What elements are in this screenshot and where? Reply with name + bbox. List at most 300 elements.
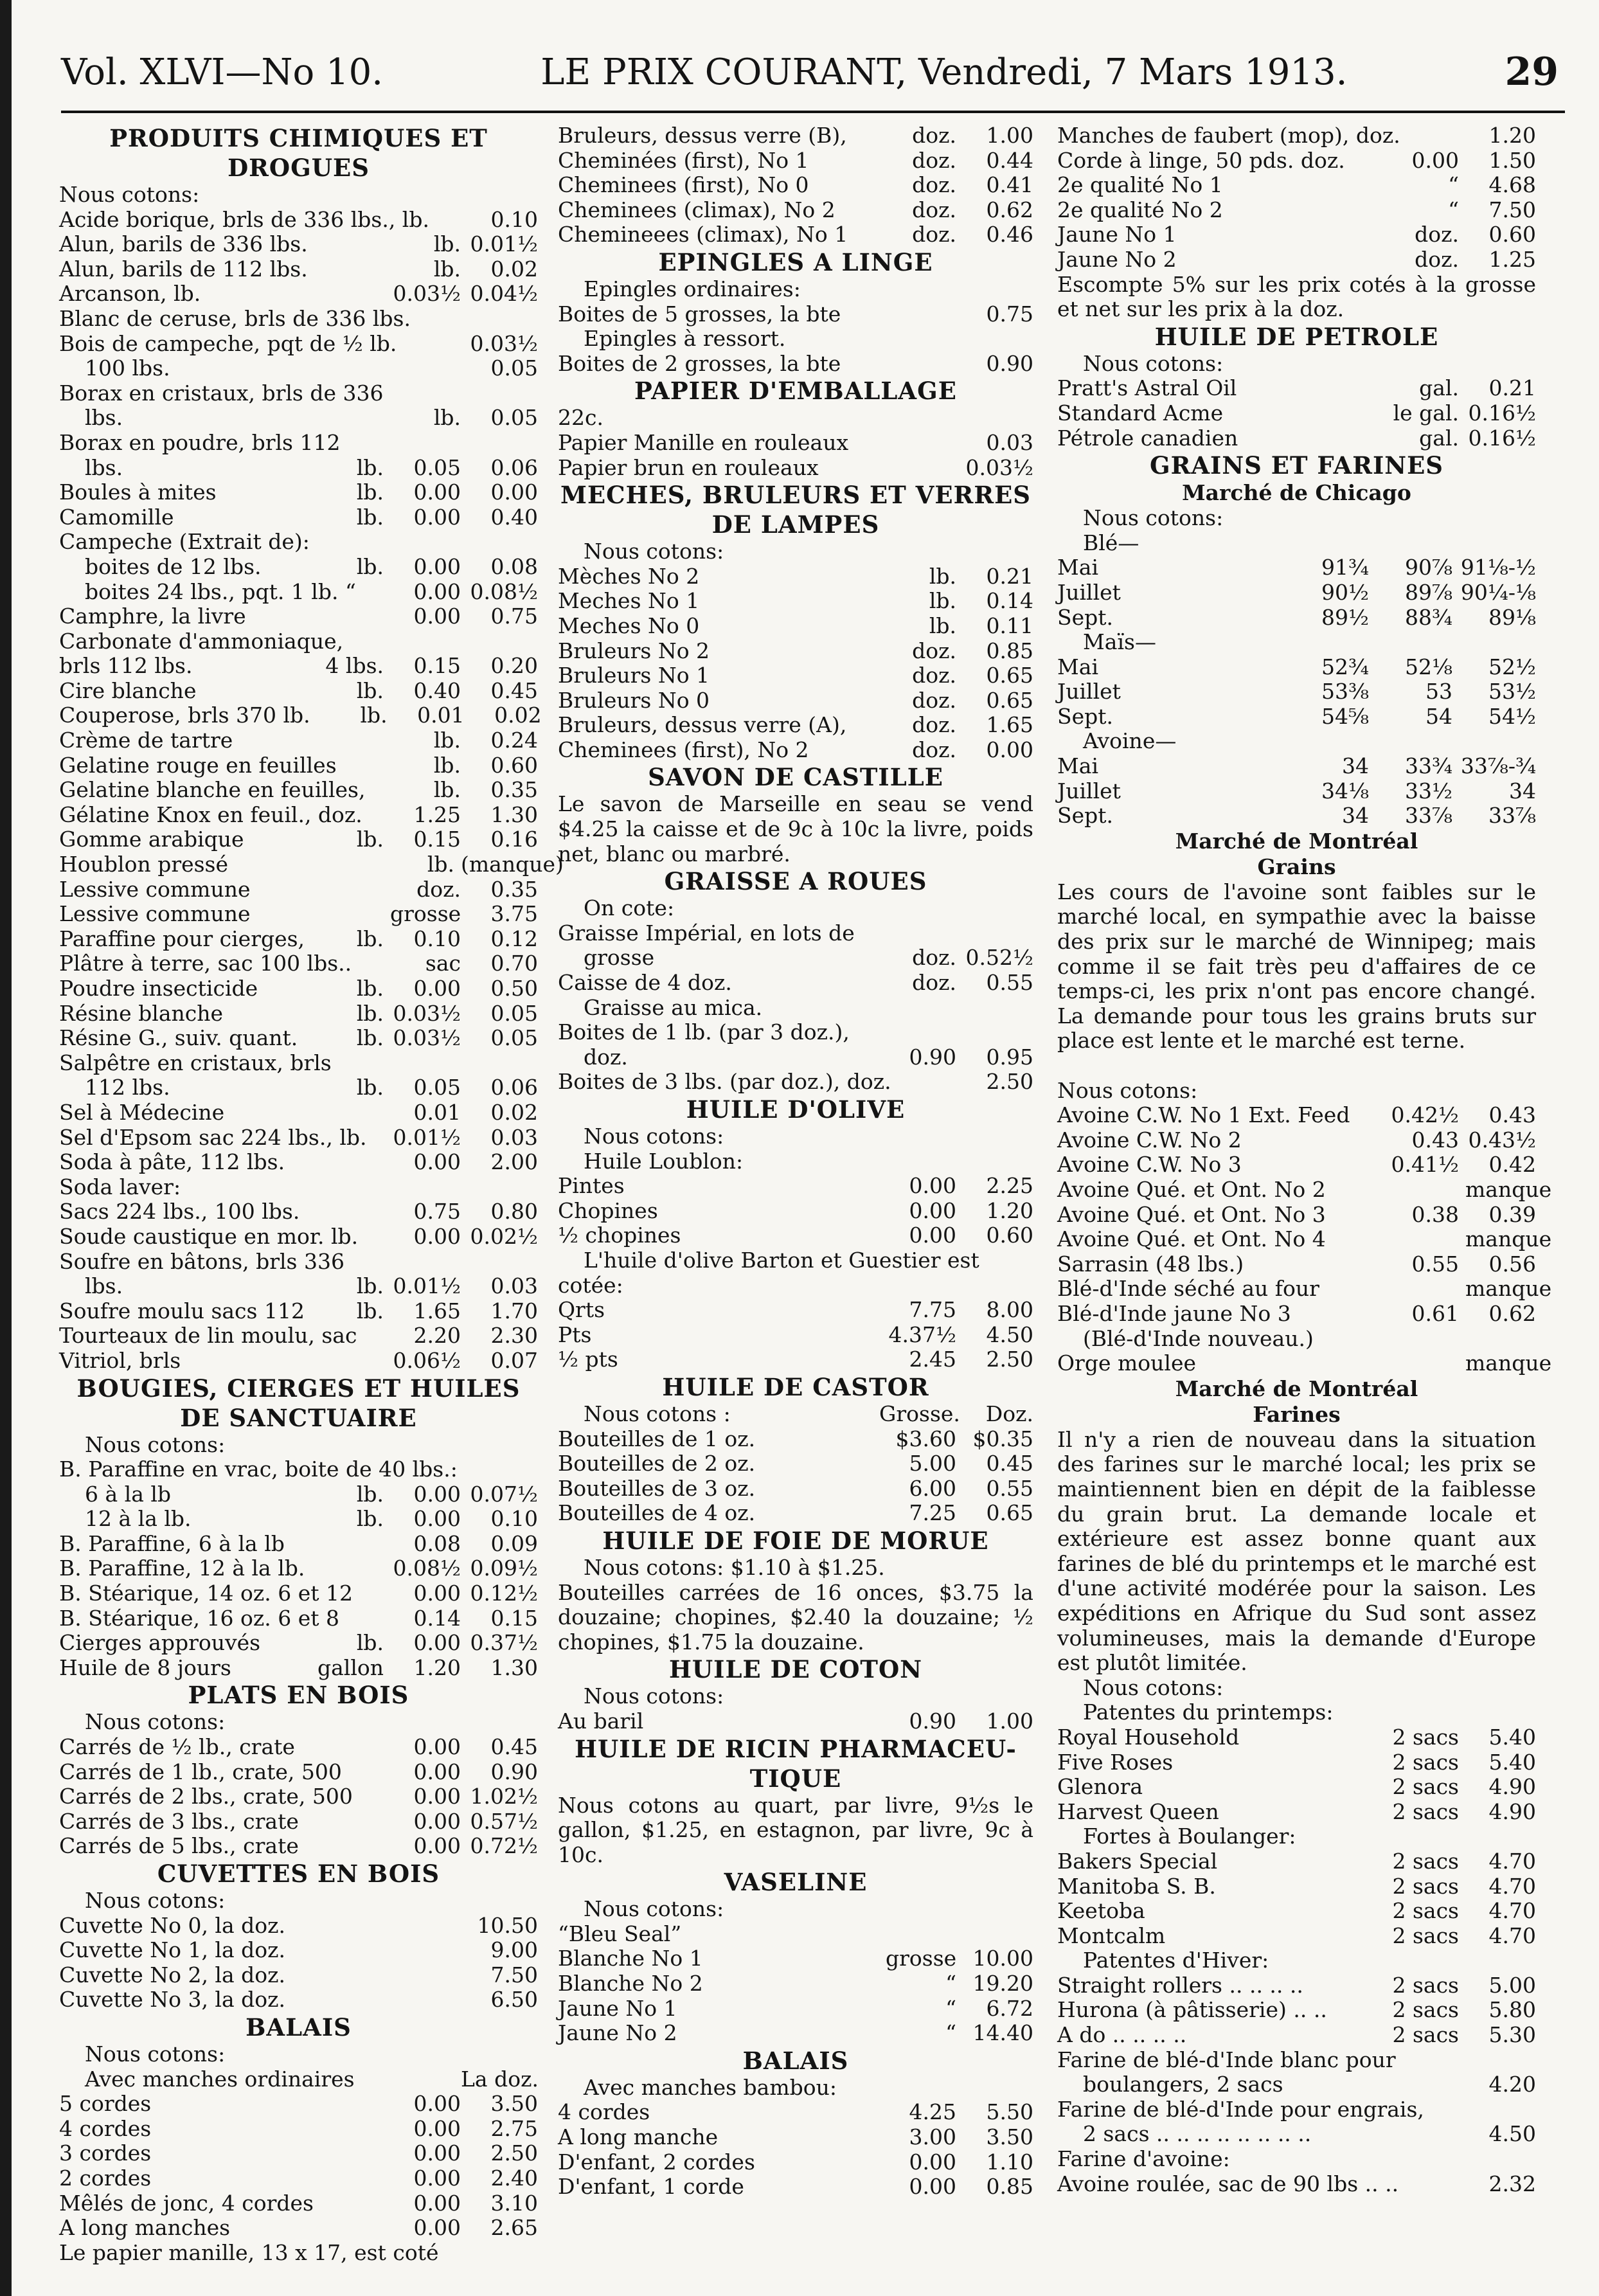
price-cell: 1.20 — [413, 1655, 461, 1680]
item-label: Sept. — [1057, 703, 1114, 729]
item-label: lbs. — [85, 1273, 123, 1299]
section-heading: PAPIER D'EMBALLAGE — [634, 377, 957, 406]
price-cell: 0.03½ — [393, 281, 461, 307]
item-label: Bruleurs, dessus verre (B), — [558, 123, 847, 148]
price-cell: 0.06 — [490, 454, 538, 480]
unit-cell: lb. — [433, 231, 461, 257]
item-label: On cote: — [584, 895, 675, 921]
price-cell: 0.00 — [413, 1734, 461, 1760]
price-cell: 0.00 — [413, 553, 461, 579]
item-label: 3 cordes — [59, 2140, 152, 2166]
price-cell: 0.03½ — [393, 1000, 461, 1026]
price-cell: 4 lbs. — [325, 653, 384, 679]
unit-cell: lb. — [356, 827, 384, 852]
unit-cell: doz. — [912, 638, 956, 663]
price-cell: 89⅞ — [1405, 579, 1452, 605]
item-label: ½ chopines — [558, 1223, 681, 1248]
item-label: Carrés de 2 lbs., crate, 500 — [59, 1784, 353, 1809]
item-label: Nous cotons: — [59, 182, 200, 207]
item-label: B. Stéarique, 16 oz. 6 et 8 — [59, 1605, 339, 1631]
price-row — [59, 2117, 538, 2142]
section-heading: HUILE DE PETROLE — [1154, 322, 1439, 351]
price-row — [59, 1250, 538, 1275]
price-row — [558, 1045, 1033, 1070]
price-row — [1057, 1327, 1536, 1352]
price-cell: 0.09 — [490, 1530, 538, 1556]
price-cell: 0.95 — [986, 1044, 1033, 1070]
price-row — [1057, 2072, 1536, 2097]
unit-cell: lb. — [433, 405, 461, 431]
price-cell: 4.70 — [1488, 1873, 1536, 1899]
price-cell: 33½ — [1405, 778, 1452, 803]
price-row — [1057, 1276, 1552, 1302]
price-row — [1057, 376, 1536, 401]
price-cell: 2 sacs — [1392, 1798, 1459, 1824]
price-row — [558, 1451, 1033, 1476]
price-cell: manque — [1465, 1276, 1552, 1302]
price-cell: 52¾ — [1321, 654, 1369, 679]
item-label: Nous cotons : — [584, 1401, 731, 1426]
price-row — [558, 302, 1033, 327]
price-row — [59, 1914, 538, 1939]
market-paragraph: Nous cotons au quart, par livre, 9½s le gallon, $1.25, en estagnon, par livre, 9c à 10c. — [558, 1792, 1033, 1867]
price-cell: 0.72½ — [470, 1833, 538, 1859]
price-cell: 90½ — [1321, 579, 1369, 605]
price-cell: 0.60 — [490, 752, 538, 778]
unit-cell: doz. — [912, 687, 956, 713]
unit-cell: doz. — [912, 737, 956, 762]
price-cell: 0.62 — [1488, 1300, 1536, 1326]
item-label: Nous cotons: — [1057, 1077, 1198, 1103]
price-cell: 0.37½ — [470, 1630, 538, 1656]
price-cell: 8.00 — [986, 1297, 1033, 1323]
price-cell: 34 — [1342, 803, 1369, 829]
unit-cell: “ — [945, 2020, 956, 2046]
price-row — [1057, 1725, 1536, 1750]
price-row — [1057, 1800, 1536, 1825]
price-row — [59, 1735, 538, 1760]
price-row — [1057, 352, 1536, 377]
item-label: Soda laver: — [59, 1174, 181, 1199]
price-row — [59, 778, 538, 803]
item-label: Cuvette No 1, la doz. — [59, 1937, 286, 1963]
item-label: Le papier manille, 13 x 17, est coté — [59, 2239, 439, 2265]
price-row — [558, 1501, 1033, 1526]
unit-cell: lb. — [356, 1000, 384, 1026]
item-label: Standard Acme — [1057, 400, 1224, 426]
price-cell: 0.05 — [490, 405, 538, 431]
item-label: Lessive commune — [59, 876, 251, 902]
unit-cell: lb. — [427, 852, 454, 877]
price-row — [558, 1020, 1033, 1045]
price-row — [59, 1834, 538, 1859]
page-edge-shadow — [0, 0, 12, 2296]
price-cell: 1.30 — [490, 1655, 538, 1680]
unit-cell: lb. — [356, 1273, 384, 1299]
price-cell: 0.00 — [413, 578, 461, 604]
item-label: brls 112 lbs. — [59, 653, 193, 679]
section-heading: HUILE DE RICIN PHARMACEU- — [575, 1734, 1017, 1763]
price-cell: 2 sacs — [1392, 1898, 1459, 1924]
item-label: B. Paraffine, 6 à la lb — [59, 1530, 285, 1556]
price-row — [59, 1963, 538, 1988]
item-label: Carrés de 1 lb., crate, 500 — [59, 1759, 342, 1784]
price-cell: 0.00 — [413, 2215, 461, 2241]
price-cell: 0.10 — [490, 1506, 538, 1532]
item-label: Patentes du printemps: — [1083, 1700, 1334, 1725]
section-heading: BALAIS — [742, 2046, 849, 2075]
item-label: Nous cotons: — [85, 1431, 226, 1457]
price-cell: 0.12 — [490, 926, 538, 951]
item-label: Nous cotons: — [584, 539, 724, 564]
price-row — [1057, 1924, 1536, 1949]
price-row — [1057, 2023, 1536, 2048]
price-row — [1057, 1874, 1536, 1899]
item-label: lbs. — [85, 454, 123, 480]
item-label: Manitoba S. B. — [1057, 1873, 1216, 1899]
price-cell: 0.05 — [490, 1000, 538, 1026]
price-row — [558, 123, 1033, 148]
price-row — [1057, 704, 1536, 730]
item-label: Farine de blé-d'Inde blanc pour — [1057, 2047, 1396, 2072]
item-label: Sarrasin (48 lbs.) — [1057, 1251, 1244, 1277]
unit-cell: gal. — [1419, 375, 1459, 401]
unit-cell: lb. — [356, 1506, 384, 1532]
item-label: Alun, barils de 112 lbs. — [59, 256, 308, 282]
item-label: Hurona (à pâtisserie) .. .. — [1057, 1997, 1327, 2023]
price-cell: 4.70 — [1488, 1848, 1536, 1874]
item-label: Sept. — [1057, 803, 1114, 829]
price-cell: 0.00 — [413, 1581, 461, 1606]
price-row — [558, 198, 1033, 223]
item-label: Cuvette No 0, la doz. — [59, 1912, 286, 1938]
price-cell: 0.00 — [413, 976, 461, 1001]
sub-heading: Marché de Montréal — [1175, 1376, 1418, 1401]
price-row — [59, 976, 538, 1001]
price-row — [59, 282, 538, 307]
price-row — [1057, 1177, 1552, 1203]
price-row — [59, 753, 538, 778]
item-label: 2 cordes — [59, 2165, 152, 2191]
item-label: D'enfant, 2 cordes — [558, 2149, 755, 2175]
item-label: Bruleurs No 0 — [558, 687, 710, 713]
price-cell: 1.25 — [1488, 246, 1536, 272]
item-label: Avoine C.W. No 1 Ext. Feed — [1057, 1102, 1350, 1128]
price-row — [558, 564, 1033, 589]
item-label: Five Roses — [1057, 1749, 1174, 1775]
item-label: 22c. — [558, 405, 603, 431]
item-label: Papier Manille en rouleaux — [558, 429, 849, 455]
price-cell: 0.20 — [490, 653, 538, 679]
price-cell: 0.00 — [413, 2140, 461, 2166]
price-row — [59, 2092, 538, 2117]
unit-cell: doz. — [1415, 246, 1459, 272]
price-cell: 0.08 — [490, 553, 538, 579]
price-row — [558, 738, 1033, 763]
price-cell: 2 sacs — [1392, 1972, 1459, 1998]
price-cell: 0.15 — [413, 653, 461, 679]
price-row — [558, 1402, 1033, 1427]
item-label: Huile de 8 jours — [59, 1655, 231, 1680]
item-label: Blé-d'Inde séché au four — [1057, 1276, 1319, 1302]
price-row — [558, 327, 1033, 352]
price-row — [558, 1709, 1033, 1734]
item-label: Nous cotons: — [584, 1896, 724, 1922]
item-label: Nous cotons: — [85, 1709, 226, 1735]
item-label: Boules à mites — [59, 480, 217, 505]
item-label: Blé— — [1083, 530, 1139, 555]
price-cell: 0.00 — [490, 480, 538, 505]
item-label: Blé-d'Inde jaune No 3 — [1057, 1300, 1291, 1326]
item-label: Nous cotons: — [1083, 505, 1224, 531]
price-row — [558, 1946, 1033, 1971]
unit-cell: doz. — [912, 222, 956, 247]
price-row — [1057, 1775, 1536, 1800]
price-cell: 4.50 — [1488, 2121, 1536, 2147]
item-label: Nous cotons: — [85, 2041, 226, 2067]
unit-cell: lb. — [360, 703, 388, 728]
price-cell: 0.05 — [413, 1075, 461, 1100]
price-cell: manque — [1465, 1177, 1552, 1203]
item-label: 100 lbs. — [85, 355, 170, 381]
unit-cell: “ — [945, 1995, 956, 2021]
price-cell: 0.09½ — [470, 1556, 538, 1581]
item-label: Blanc de ceruse, brls de 336 lbs. — [59, 305, 411, 331]
price-row — [1057, 2048, 1536, 2073]
price-row — [558, 2150, 1033, 2175]
price-row — [558, 589, 1033, 614]
item-label: Sel d'Epsom sac 224 lbs., lb. — [59, 1124, 367, 1150]
price-cell: 0.41 — [986, 172, 1033, 198]
unit-cell: lb. — [433, 777, 461, 803]
price-row — [59, 2042, 538, 2067]
price-cell: 0.43½ — [1468, 1127, 1536, 1152]
unit-cell: doz. — [912, 970, 956, 996]
price-cell: 1.20 — [1488, 123, 1536, 148]
price-cell: 0.50 — [490, 976, 538, 1001]
price-row — [1057, 198, 1536, 223]
item-label: “Bleu Seal” — [558, 1921, 682, 1946]
price-cell: 0.00 — [413, 1833, 461, 1859]
price-row — [59, 307, 538, 332]
item-label: Bois de campeche, pqt de ½ lb. — [59, 330, 397, 356]
section-heading: SAVON DE CASTILLE — [648, 763, 943, 792]
item-label: Acide borique, brls de 336 lbs., lb. — [59, 206, 429, 232]
item-label: Epingles ordinaires: — [584, 276, 801, 301]
unit-cell: gal. — [1419, 425, 1459, 451]
section-heading: BALAIS — [246, 2013, 352, 2041]
price-cell: 33⅞ — [1488, 803, 1536, 829]
price-row — [558, 431, 1033, 456]
price-cell: 52⅛ — [1405, 654, 1452, 679]
item-label: Orge moulee — [1057, 1350, 1196, 1376]
price-cell: 53⅜ — [1321, 679, 1369, 704]
price-row — [59, 1784, 538, 1809]
item-label: Résine G., suiv. quant. — [59, 1025, 298, 1051]
item-label: Gelatine rouge en feuilles — [59, 752, 337, 778]
unit-cell: “ — [1448, 197, 1459, 222]
price-row — [59, 1100, 538, 1126]
unit-cell: lb. — [356, 553, 384, 579]
price-row — [59, 1710, 538, 1735]
item-label: Cheminees (first), No 0 — [558, 172, 809, 198]
price-row — [1057, 630, 1536, 655]
price-row — [59, 1349, 538, 1374]
unit-cell: lb. — [433, 752, 461, 778]
price-cell: 0.90 — [986, 350, 1033, 376]
price-cell: 4.70 — [1488, 1898, 1536, 1924]
price-cell: 1.65 — [986, 712, 1033, 738]
price-row — [59, 803, 538, 828]
unit-cell: doz. — [912, 663, 956, 688]
price-row — [1057, 1700, 1536, 1725]
item-label: Cheminées (first), No 1 — [558, 147, 809, 173]
price-cell: 0.00 — [413, 1630, 461, 1656]
section-heading: HUILE DE CASTOR — [662, 1372, 929, 1401]
item-label: cotée: — [558, 1272, 623, 1298]
item-label: Avec manches bambou: — [584, 2074, 837, 2100]
price-cell: 0.75 — [986, 301, 1033, 327]
item-label: Alun, barils de 336 lbs. — [59, 231, 308, 257]
item-label: ½ pts — [558, 1347, 618, 1372]
section-heading: MECHES, BRULEURS ET VERRES — [560, 481, 1031, 510]
item-label: Pintes — [558, 1173, 625, 1199]
price-row — [558, 1124, 1033, 1149]
price-cell: 2.45 — [909, 1347, 956, 1372]
item-label: Avoine Qué. et Ont. No 4 — [1057, 1226, 1326, 1252]
item-label: Avoine— — [1083, 728, 1177, 754]
item-label: 112 lbs. — [85, 1075, 170, 1100]
price-cell: 2.30 — [490, 1323, 538, 1349]
price-row — [558, 1476, 1033, 1502]
price-cell: 0.21 — [986, 563, 1033, 589]
price-cell: 7.50 — [1488, 197, 1536, 222]
price-cell: 5.40 — [1488, 1749, 1536, 1775]
item-label: L'huile d'olive Barton et Guestier est — [584, 1247, 979, 1273]
price-row — [59, 431, 538, 456]
item-label: Chemineees (climax), No 1 — [558, 222, 848, 247]
price-cell: 6.72 — [986, 1995, 1033, 2021]
price-cell: 0.00 — [413, 1149, 461, 1175]
column-3 — [1057, 123, 1552, 2270]
price-row — [59, 1760, 538, 1785]
item-label: Nous cotons: — [584, 1683, 724, 1709]
price-cell: 0.00 — [413, 2190, 461, 2216]
price-cell: 0.21 — [1488, 375, 1536, 401]
price-row — [1057, 2122, 1536, 2147]
item-label: Juillet — [1057, 679, 1121, 704]
price-cell: 2 sacs — [1392, 1848, 1459, 1874]
item-label: Harvest Queen — [1057, 1798, 1219, 1824]
price-row — [558, 639, 1033, 664]
item-label: Bouteilles de 3 oz. — [558, 1475, 756, 1501]
price-row — [59, 1507, 538, 1532]
item-label: Montcalm — [1057, 1923, 1166, 1948]
price-row — [59, 2067, 538, 2092]
price-cell: 53 — [1425, 679, 1452, 704]
price-row — [1057, 754, 1536, 779]
unit-cell: Grosse. — [879, 1401, 960, 1426]
unit-cell: lb. — [433, 728, 461, 753]
price-cell: 0.90 — [490, 1759, 538, 1784]
price-cell: 5.00 — [1488, 1972, 1536, 1998]
price-cell: 2 sacs — [1392, 1923, 1459, 1948]
price-cell: 0.00 — [413, 604, 461, 629]
price-cell: 1.25 — [413, 802, 461, 827]
price-cell: 0.10 — [490, 206, 538, 232]
price-row — [59, 1075, 538, 1100]
section-heading: PLATS EN BOIS — [188, 1681, 409, 1710]
price-cell: 0.56 — [1488, 1251, 1536, 1277]
price-cell: 0.42½ — [1391, 1102, 1459, 1128]
price-row — [59, 728, 538, 753]
price-cell: 14.40 — [972, 2020, 1033, 2046]
unit-cell: grosse — [886, 1946, 957, 1971]
price-cell: 5.00 — [909, 1451, 956, 1476]
price-cell: 0.00 — [413, 1223, 461, 1249]
price-cell: 2 sacs — [1392, 1774, 1459, 1800]
price-cell: 0.55 — [1411, 1251, 1459, 1277]
price-cell: 0.46 — [986, 222, 1033, 247]
running-header — [61, 40, 1559, 104]
price-cell: 89½ — [1321, 604, 1369, 630]
price-cell: 54⅝ — [1321, 703, 1369, 729]
item-label: Lessive commune — [59, 901, 251, 927]
price-row — [59, 232, 538, 257]
price-cell: 33⅞-¾ — [1460, 753, 1536, 779]
price-cell: 2.20 — [413, 1323, 461, 1349]
column-1 — [59, 123, 564, 2270]
item-label: Bouteilles de 4 oz. — [558, 1500, 756, 1526]
item-label: Pratt's Astral Oil — [1057, 375, 1237, 401]
price-cell: 0.00 — [413, 1759, 461, 1784]
price-cell: 2.50 — [986, 1347, 1033, 1372]
unit-cell: doz. — [912, 172, 956, 198]
price-row — [558, 406, 1033, 431]
price-cell: 91¾ — [1321, 555, 1369, 580]
price-row — [59, 1482, 538, 1507]
price-row — [1057, 1998, 1536, 2023]
price-row — [558, 896, 1033, 921]
price-cell: 0.08 — [413, 1530, 461, 1556]
unit-cell: lb. — [356, 926, 384, 951]
item-label: Campeche (Extrait de): — [59, 529, 310, 555]
price-row — [59, 1026, 538, 1051]
price-cell: 2.75 — [490, 2115, 538, 2141]
price-row — [59, 1299, 538, 1324]
price-cell: 5.40 — [1488, 1724, 1536, 1750]
item-label: B. Paraffine en vrac, boite de 40 lbs.: — [59, 1457, 458, 1482]
price-row — [59, 902, 538, 927]
item-label: Graisse au mica. — [584, 994, 763, 1020]
price-row — [1057, 401, 1536, 426]
price-row — [59, 1323, 538, 1349]
price-cell: 0.03 — [986, 429, 1033, 455]
price-cell: 0.70 — [490, 951, 538, 976]
item-label: boites de 12 lbs. — [85, 553, 262, 579]
price-cell: 4.90 — [1488, 1798, 1536, 1824]
price-cell: 1.70 — [490, 1298, 538, 1323]
item-label: Meches No 0 — [558, 613, 700, 638]
price-row — [558, 1248, 1033, 1273]
unit-cell: gallon — [317, 1655, 384, 1680]
item-label: Nous cotons: — [1083, 350, 1224, 376]
item-label: 2 sacs .. .. .. .. .. .. .. .. — [1083, 2121, 1312, 2147]
section-heading: PRODUITS CHIMIQUES ET — [109, 124, 488, 152]
item-label: Bruleurs, dessus verre (A), — [558, 712, 847, 738]
price-cell: 1.50 — [1488, 147, 1536, 173]
unit-cell: lb. — [356, 1298, 384, 1323]
